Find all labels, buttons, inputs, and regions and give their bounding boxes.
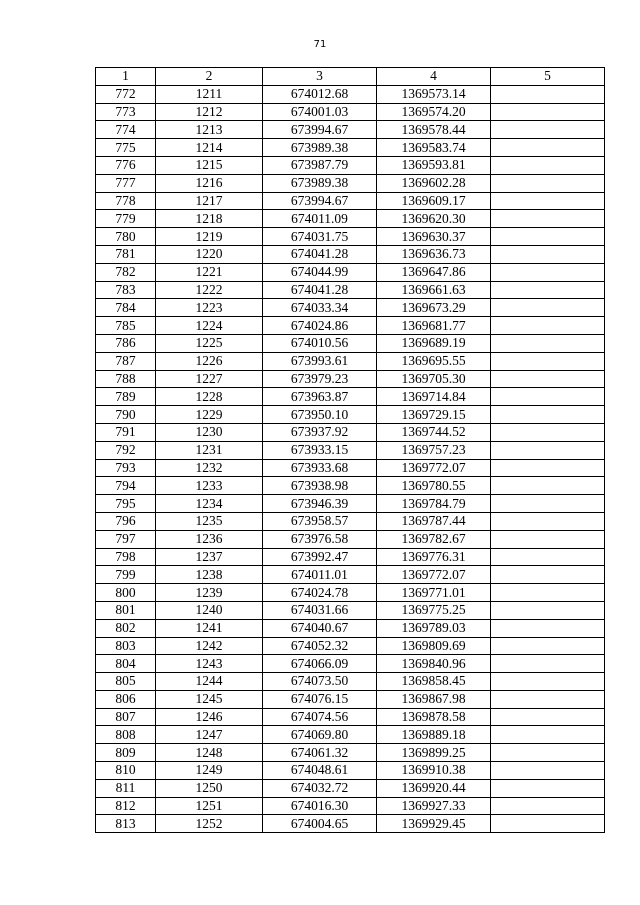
table-row [96, 619, 605, 637]
row-number-cell: 779 [96, 210, 156, 228]
x-coordinate-cell: 673946.39 [263, 495, 377, 513]
notes-cell [491, 726, 605, 744]
notes-cell [491, 495, 605, 513]
point-number-cell: 1230 [156, 423, 263, 441]
point-number-cell: 1232 [156, 459, 263, 477]
y-coordinate-cell: 1369782.67 [377, 530, 491, 548]
y-coordinate-cell: 1369647.86 [377, 263, 491, 281]
y-coordinate-cell: 1369920.44 [377, 779, 491, 797]
x-coordinate-cell: 674011.09 [263, 210, 377, 228]
point-number-cell: 1216 [156, 174, 263, 192]
notes-cell [491, 192, 605, 210]
point-number-cell: 1221 [156, 263, 263, 281]
point-number-cell: 1227 [156, 370, 263, 388]
y-coordinate-cell: 1369574.20 [377, 103, 491, 121]
point-number-cell: 1249 [156, 762, 263, 780]
table-row [96, 762, 605, 780]
notes-cell [491, 762, 605, 780]
x-coordinate-cell: 674001.03 [263, 103, 377, 121]
y-coordinate-cell: 1369583.74 [377, 139, 491, 157]
row-number-cell: 801 [96, 601, 156, 619]
y-coordinate-cell: 1369757.23 [377, 441, 491, 459]
y-coordinate-cell: 1369620.30 [377, 210, 491, 228]
point-number-cell: 1245 [156, 690, 263, 708]
row-number-cell: 793 [96, 459, 156, 477]
x-coordinate-cell: 674076.15 [263, 690, 377, 708]
column-header-5: 5 [491, 68, 605, 86]
x-coordinate-cell: 673992.47 [263, 548, 377, 566]
row-number-cell: 800 [96, 584, 156, 602]
row-number-cell: 782 [96, 263, 156, 281]
table-row [96, 495, 605, 513]
y-coordinate-cell: 1369789.03 [377, 619, 491, 637]
x-coordinate-cell: 674066.09 [263, 655, 377, 673]
y-coordinate-cell: 1369695.55 [377, 352, 491, 370]
x-coordinate-cell: 674040.67 [263, 619, 377, 637]
column-header-1: 1 [96, 68, 156, 86]
row-number-cell: 808 [96, 726, 156, 744]
row-number-cell: 807 [96, 708, 156, 726]
x-coordinate-cell: 674041.28 [263, 245, 377, 263]
point-number-cell: 1228 [156, 388, 263, 406]
point-number-cell: 1218 [156, 210, 263, 228]
table-row [96, 103, 605, 121]
point-number-cell: 1226 [156, 352, 263, 370]
x-coordinate-cell: 673994.67 [263, 121, 377, 139]
row-number-cell: 813 [96, 815, 156, 833]
x-coordinate-cell: 673938.98 [263, 477, 377, 495]
notes-cell [491, 815, 605, 833]
row-number-cell: 780 [96, 228, 156, 246]
notes-cell [491, 619, 605, 637]
y-coordinate-cell: 1369927.33 [377, 797, 491, 815]
notes-cell [491, 406, 605, 424]
point-number-cell: 1239 [156, 584, 263, 602]
point-number-cell: 1229 [156, 406, 263, 424]
table-row [96, 334, 605, 352]
y-coordinate-cell: 1369787.44 [377, 512, 491, 530]
notes-cell [491, 779, 605, 797]
header-row [96, 68, 605, 86]
table-row [96, 174, 605, 192]
y-coordinate-cell: 1369578.44 [377, 121, 491, 139]
point-number-cell: 1242 [156, 637, 263, 655]
row-number-cell: 806 [96, 690, 156, 708]
row-number-cell: 790 [96, 406, 156, 424]
point-number-cell: 1251 [156, 797, 263, 815]
notes-cell [491, 423, 605, 441]
y-coordinate-cell: 1369630.37 [377, 228, 491, 246]
table-row [96, 228, 605, 246]
row-number-cell: 788 [96, 370, 156, 388]
notes-cell [491, 584, 605, 602]
y-coordinate-cell: 1369840.96 [377, 655, 491, 673]
x-coordinate-cell: 674048.61 [263, 762, 377, 780]
x-coordinate-cell: 674031.66 [263, 601, 377, 619]
x-coordinate-cell: 674011.01 [263, 566, 377, 584]
row-number-cell: 783 [96, 281, 156, 299]
point-number-cell: 1252 [156, 815, 263, 833]
point-number-cell: 1246 [156, 708, 263, 726]
x-coordinate-cell: 674024.78 [263, 584, 377, 602]
row-number-cell: 778 [96, 192, 156, 210]
notes-cell [491, 548, 605, 566]
notes-cell [491, 388, 605, 406]
table-body [96, 85, 605, 832]
point-number-cell: 1231 [156, 441, 263, 459]
y-coordinate-cell: 1369689.19 [377, 334, 491, 352]
point-number-cell: 1225 [156, 334, 263, 352]
y-coordinate-cell: 1369889.18 [377, 726, 491, 744]
x-coordinate-cell: 673933.68 [263, 459, 377, 477]
row-number-cell: 784 [96, 299, 156, 317]
y-coordinate-cell: 1369602.28 [377, 174, 491, 192]
x-coordinate-cell: 673963.87 [263, 388, 377, 406]
point-number-cell: 1211 [156, 85, 263, 103]
notes-cell [491, 299, 605, 317]
point-number-cell: 1241 [156, 619, 263, 637]
table-row [96, 85, 605, 103]
row-number-cell: 791 [96, 423, 156, 441]
point-number-cell: 1250 [156, 779, 263, 797]
table-row [96, 370, 605, 388]
notes-cell [491, 245, 605, 263]
table-row [96, 797, 605, 815]
point-number-cell: 1223 [156, 299, 263, 317]
y-coordinate-cell: 1369661.63 [377, 281, 491, 299]
notes-cell [491, 655, 605, 673]
row-number-cell: 772 [96, 85, 156, 103]
table-row [96, 548, 605, 566]
row-number-cell: 777 [96, 174, 156, 192]
column-header-3: 3 [263, 68, 377, 86]
notes-cell [491, 139, 605, 157]
y-coordinate-cell: 1369772.07 [377, 459, 491, 477]
row-number-cell: 776 [96, 156, 156, 174]
x-coordinate-cell: 674032.72 [263, 779, 377, 797]
row-number-cell: 810 [96, 762, 156, 780]
row-number-cell: 785 [96, 317, 156, 335]
point-number-cell: 1248 [156, 744, 263, 762]
coordinates-table [95, 67, 605, 833]
table-row [96, 690, 605, 708]
table-row [96, 655, 605, 673]
x-coordinate-cell: 674012.68 [263, 85, 377, 103]
table-row [96, 299, 605, 317]
row-number-cell: 797 [96, 530, 156, 548]
row-number-cell: 802 [96, 619, 156, 637]
table-row [96, 352, 605, 370]
row-number-cell: 795 [96, 495, 156, 513]
point-number-cell: 1240 [156, 601, 263, 619]
table-row [96, 192, 605, 210]
y-coordinate-cell: 1369771.01 [377, 584, 491, 602]
y-coordinate-cell: 1369910.38 [377, 762, 491, 780]
y-coordinate-cell: 1369744.52 [377, 423, 491, 441]
table-row [96, 121, 605, 139]
column-header-2: 2 [156, 68, 263, 86]
notes-cell [491, 744, 605, 762]
row-number-cell: 781 [96, 245, 156, 263]
y-coordinate-cell: 1369780.55 [377, 477, 491, 495]
row-number-cell: 812 [96, 797, 156, 815]
y-coordinate-cell: 1369714.84 [377, 388, 491, 406]
x-coordinate-cell: 674073.50 [263, 673, 377, 691]
notes-cell [491, 103, 605, 121]
y-coordinate-cell: 1369809.69 [377, 637, 491, 655]
point-number-cell: 1219 [156, 228, 263, 246]
x-coordinate-cell: 674004.65 [263, 815, 377, 833]
point-number-cell: 1214 [156, 139, 263, 157]
x-coordinate-cell: 673989.38 [263, 139, 377, 157]
notes-cell [491, 637, 605, 655]
point-number-cell: 1237 [156, 548, 263, 566]
x-coordinate-cell: 674031.75 [263, 228, 377, 246]
point-number-cell: 1212 [156, 103, 263, 121]
row-number-cell: 809 [96, 744, 156, 762]
x-coordinate-cell: 674016.30 [263, 797, 377, 815]
table-row [96, 530, 605, 548]
y-coordinate-cell: 1369858.45 [377, 673, 491, 691]
x-coordinate-cell: 673933.15 [263, 441, 377, 459]
table-row [96, 263, 605, 281]
x-coordinate-cell: 673958.57 [263, 512, 377, 530]
row-number-cell: 774 [96, 121, 156, 139]
table-row [96, 477, 605, 495]
point-number-cell: 1247 [156, 726, 263, 744]
row-number-cell: 803 [96, 637, 156, 655]
notes-cell [491, 317, 605, 335]
table-row [96, 423, 605, 441]
point-number-cell: 1233 [156, 477, 263, 495]
y-coordinate-cell: 1369573.14 [377, 85, 491, 103]
column-header-4: 4 [377, 68, 491, 86]
y-coordinate-cell: 1369636.73 [377, 245, 491, 263]
row-number-cell: 796 [96, 512, 156, 530]
point-number-cell: 1243 [156, 655, 263, 673]
point-number-cell: 1217 [156, 192, 263, 210]
y-coordinate-cell: 1369705.30 [377, 370, 491, 388]
table-row [96, 156, 605, 174]
notes-cell [491, 477, 605, 495]
table-row [96, 210, 605, 228]
notes-cell [491, 85, 605, 103]
table-row [96, 726, 605, 744]
y-coordinate-cell: 1369899.25 [377, 744, 491, 762]
table-row [96, 459, 605, 477]
table-header [96, 68, 605, 86]
x-coordinate-cell: 674033.34 [263, 299, 377, 317]
y-coordinate-cell: 1369593.81 [377, 156, 491, 174]
x-coordinate-cell: 674069.80 [263, 726, 377, 744]
x-coordinate-cell: 674061.32 [263, 744, 377, 762]
table-row [96, 406, 605, 424]
notes-cell [491, 370, 605, 388]
y-coordinate-cell: 1369775.25 [377, 601, 491, 619]
row-number-cell: 789 [96, 388, 156, 406]
row-number-cell: 787 [96, 352, 156, 370]
point-number-cell: 1213 [156, 121, 263, 139]
table-row [96, 708, 605, 726]
notes-cell [491, 281, 605, 299]
y-coordinate-cell: 1369784.79 [377, 495, 491, 513]
table-row [96, 566, 605, 584]
table-row [96, 245, 605, 263]
notes-cell [491, 512, 605, 530]
notes-cell [491, 530, 605, 548]
notes-cell [491, 797, 605, 815]
y-coordinate-cell: 1369673.29 [377, 299, 491, 317]
page-number: 71 [313, 39, 327, 50]
row-number-cell: 792 [96, 441, 156, 459]
table-row [96, 441, 605, 459]
notes-cell [491, 210, 605, 228]
notes-cell [491, 156, 605, 174]
row-number-cell: 798 [96, 548, 156, 566]
row-number-cell: 775 [96, 139, 156, 157]
notes-cell [491, 174, 605, 192]
x-coordinate-cell: 673993.61 [263, 352, 377, 370]
notes-cell [491, 690, 605, 708]
point-number-cell: 1235 [156, 512, 263, 530]
row-number-cell: 811 [96, 779, 156, 797]
x-coordinate-cell: 674041.28 [263, 281, 377, 299]
table-row [96, 388, 605, 406]
table-row [96, 584, 605, 602]
notes-cell [491, 459, 605, 477]
row-number-cell: 799 [96, 566, 156, 584]
notes-cell [491, 673, 605, 691]
x-coordinate-cell: 674024.86 [263, 317, 377, 335]
notes-cell [491, 441, 605, 459]
notes-cell [491, 263, 605, 281]
table-row [96, 744, 605, 762]
y-coordinate-cell: 1369878.58 [377, 708, 491, 726]
y-coordinate-cell: 1369609.17 [377, 192, 491, 210]
notes-cell [491, 601, 605, 619]
row-number-cell: 773 [96, 103, 156, 121]
table-row [96, 779, 605, 797]
table-row [96, 512, 605, 530]
x-coordinate-cell: 674074.56 [263, 708, 377, 726]
notes-cell [491, 566, 605, 584]
y-coordinate-cell: 1369867.98 [377, 690, 491, 708]
y-coordinate-cell: 1369929.45 [377, 815, 491, 833]
table-row [96, 601, 605, 619]
notes-cell [491, 228, 605, 246]
table-row [96, 317, 605, 335]
x-coordinate-cell: 673994.67 [263, 192, 377, 210]
x-coordinate-cell: 673950.10 [263, 406, 377, 424]
point-number-cell: 1215 [156, 156, 263, 174]
x-coordinate-cell: 674052.32 [263, 637, 377, 655]
x-coordinate-cell: 673979.23 [263, 370, 377, 388]
notes-cell [491, 121, 605, 139]
table-row [96, 139, 605, 157]
y-coordinate-cell: 1369729.15 [377, 406, 491, 424]
table-row [96, 637, 605, 655]
point-number-cell: 1236 [156, 530, 263, 548]
point-number-cell: 1224 [156, 317, 263, 335]
x-coordinate-cell: 673976.58 [263, 530, 377, 548]
table-row [96, 673, 605, 691]
x-coordinate-cell: 673987.79 [263, 156, 377, 174]
point-number-cell: 1220 [156, 245, 263, 263]
y-coordinate-cell: 1369772.07 [377, 566, 491, 584]
point-number-cell: 1222 [156, 281, 263, 299]
notes-cell [491, 352, 605, 370]
y-coordinate-cell: 1369776.31 [377, 548, 491, 566]
row-number-cell: 786 [96, 334, 156, 352]
y-coordinate-cell: 1369681.77 [377, 317, 491, 335]
point-number-cell: 1234 [156, 495, 263, 513]
row-number-cell: 805 [96, 673, 156, 691]
x-coordinate-cell: 673989.38 [263, 174, 377, 192]
table-row [96, 281, 605, 299]
row-number-cell: 804 [96, 655, 156, 673]
row-number-cell: 794 [96, 477, 156, 495]
x-coordinate-cell: 673937.92 [263, 423, 377, 441]
notes-cell [491, 708, 605, 726]
x-coordinate-cell: 674044.99 [263, 263, 377, 281]
table-row [96, 815, 605, 833]
notes-cell [491, 334, 605, 352]
x-coordinate-cell: 674010.56 [263, 334, 377, 352]
point-number-cell: 1238 [156, 566, 263, 584]
point-number-cell: 1244 [156, 673, 263, 691]
